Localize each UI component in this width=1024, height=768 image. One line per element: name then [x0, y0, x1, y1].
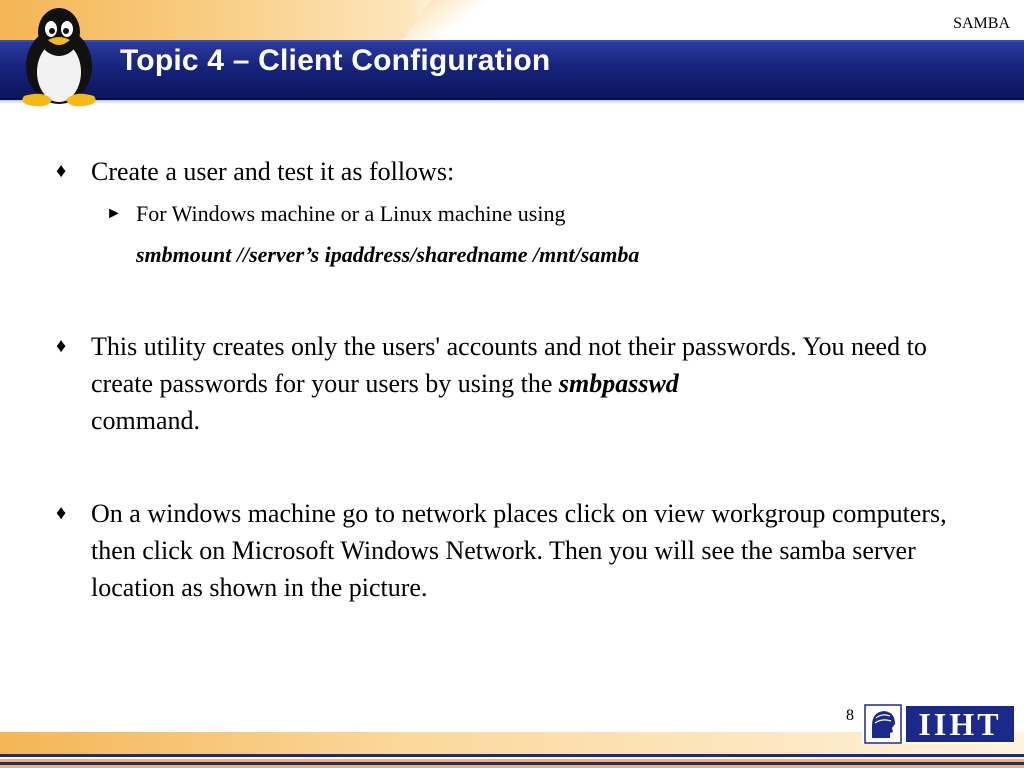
- footer-blue-line-lower: [0, 762, 1024, 765]
- smbmount-command: smbmount //server’s ipaddress/sharedname /mnt/samba: [136, 242, 640, 267]
- diamond-bullet-icon: ♦: [56, 335, 67, 357]
- page-number: 8: [846, 707, 854, 724]
- bullet-2-text-before: This utility creates only the users' accounts and not their passwords. You need to create passwords for your users by using the: [91, 332, 927, 398]
- smbpasswd-command: smbpasswd: [558, 369, 679, 398]
- iiht-head-emblem-icon: [864, 704, 902, 744]
- iiht-logo: [862, 704, 1014, 744]
- bullet-1-text: Create a user and test it as follows:: [91, 157, 455, 186]
- slide-title: Topic 4 – Client Configuration: [120, 44, 551, 77]
- sub-bullet-1-text: For Windows machine or a Linux machine using: [136, 201, 566, 226]
- header-label: SAMBA: [953, 15, 1010, 32]
- bullet-2-text: [91, 328, 971, 439]
- diamond-bullet-icon: ♦: [56, 502, 67, 524]
- iiht-logo-text: IIHT: [906, 706, 1014, 742]
- diamond-bullet-icon: ♦: [56, 160, 67, 182]
- bullet-2-text-after: command.: [91, 406, 201, 435]
- arrow-bullet-icon: ►: [106, 205, 122, 222]
- bullet-3-text: On a windows machine go to network places click on view workgroup computers, then click on Microsoft Windows Network. Then you will see the samba server location as shown in the picture.: [91, 499, 947, 602]
- footer-blue-line: [0, 754, 1024, 757]
